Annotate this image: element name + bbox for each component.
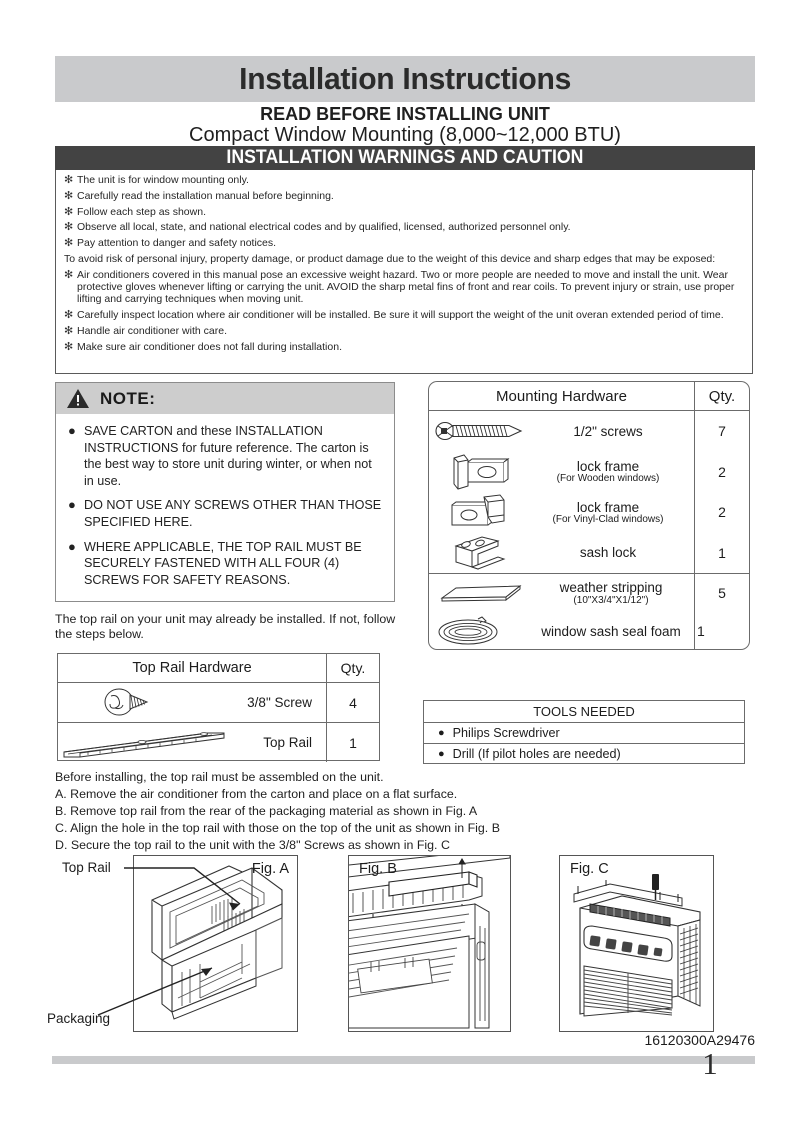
step-item: B. Remove top rail from the rear of the packaging material as shown in Fig. A bbox=[55, 803, 478, 818]
hardware-name: lock frame bbox=[576, 499, 640, 515]
asterisk-icon: ✻ bbox=[64, 189, 74, 202]
note-item-text: WHERE APPLICABLE, THE TOP RAIL MUST BE SECURELY FASTENED WITH ALL FOUR (4) SCREWS FOR SAFETY REASONS. bbox=[84, 539, 362, 587]
table-row bbox=[429, 411, 694, 452]
qty-value: 5 bbox=[718, 585, 726, 601]
screw-head-icon bbox=[58, 683, 198, 722]
hardware-label bbox=[534, 580, 694, 606]
asterisk-icon: ✻ bbox=[64, 174, 74, 186]
figure-b-frame bbox=[348, 855, 511, 1032]
warning-text: Observe all local, state, and national electrical codes and by qualified, licensed, authorized personnel only. bbox=[77, 221, 571, 234]
hardware-qty-column-2 bbox=[695, 574, 749, 650]
mounting-hardware-table bbox=[428, 381, 750, 650]
hardware-section-sealing bbox=[429, 574, 749, 650]
warning-item bbox=[64, 190, 744, 202]
footer-bar bbox=[52, 1056, 755, 1064]
document-number: 16120300A29476 bbox=[644, 1032, 755, 1048]
hardware-name: weather stripping bbox=[559, 580, 663, 595]
figure-a-label: Fig. A bbox=[251, 861, 289, 877]
qty-value: 2 bbox=[718, 504, 726, 521]
tool-name: Philips Screwdriver bbox=[452, 726, 560, 740]
column-header-hardware: Mounting Hardware bbox=[429, 382, 695, 410]
table-header-row bbox=[58, 654, 379, 683]
tool-item bbox=[424, 723, 744, 744]
warning-text: Air conditioners covered in this manual pose an excessive weight hazard. Two or more people are needed to move and install the unit. Wear protective gloves whenever lifting or carrying the unit. AVOID the sharp metal fins of front and rear coils. To prevent injury or strain, use proper lifting and carrying techniques when moving unit. bbox=[77, 268, 735, 306]
warning-text: Follow each step as shown. bbox=[77, 205, 206, 218]
column-header-qty: Qty. bbox=[708, 387, 736, 405]
page-number: 1 bbox=[702, 1046, 718, 1081]
asterisk-icon: ✻ bbox=[64, 324, 74, 337]
note-item-text: DO NOT USE ANY SCREWS OTHER THAN THOSE SPECIFIED HERE. bbox=[84, 498, 382, 529]
asterisk-icon: ✻ bbox=[64, 268, 74, 281]
hardware-label bbox=[534, 624, 694, 639]
subtitle-read-before: READ BEFORE INSTALLING UNIT bbox=[260, 104, 550, 124]
warning-item bbox=[64, 174, 744, 186]
figure-b-label: Fig. B bbox=[359, 861, 397, 877]
lock-frame-vinyl-icon bbox=[429, 492, 534, 533]
qty-value: 1 bbox=[349, 734, 357, 751]
bullet-icon: ● bbox=[68, 423, 76, 438]
tools-needed-table bbox=[423, 700, 745, 764]
hardware-items-column-2 bbox=[429, 574, 695, 650]
warning-text: Pay attention to danger and safety notices. bbox=[77, 237, 277, 250]
tool-item bbox=[424, 744, 744, 764]
sash-seal-foam-icon bbox=[429, 612, 534, 650]
step-item: D. Secure the top rail to the unit with the 3/8" Screws as shown in Fig. C bbox=[55, 838, 450, 853]
hardware-sublabel: (10"X3/4"X1/12") bbox=[573, 595, 649, 606]
hardware-name: window sash seal foam bbox=[541, 623, 681, 639]
table-row bbox=[429, 574, 694, 612]
table-row bbox=[58, 723, 379, 762]
hardware-name: sash lock bbox=[579, 545, 637, 561]
bullet-icon: ● bbox=[438, 727, 445, 739]
step-item: C. Align the hole in the top rail with those on the top of the unit as shown in Fig. B bbox=[55, 821, 500, 835]
figure-c-label: Fig. C bbox=[570, 861, 609, 877]
table-row bbox=[429, 612, 694, 650]
top-rail-paragraph: The top rail on your unit may already be installed. If not, follow the steps below. bbox=[55, 612, 396, 641]
hardware-name: Top Rail bbox=[263, 735, 312, 750]
screw-icon bbox=[429, 411, 534, 452]
bullet-icon: ● bbox=[438, 748, 445, 760]
qty-value: 1 bbox=[697, 623, 705, 639]
hardware-label bbox=[534, 545, 694, 560]
note-body bbox=[56, 414, 394, 588]
figure-c-illustration bbox=[560, 856, 713, 1031]
asterisk-icon: ✻ bbox=[64, 340, 74, 353]
asterisk-icon: ✻ bbox=[64, 221, 74, 234]
sash-lock-icon bbox=[429, 533, 534, 574]
note-box bbox=[55, 382, 395, 602]
hardware-qty-column bbox=[695, 411, 749, 573]
warning-item bbox=[64, 237, 744, 249]
column-header-qty: Qty. bbox=[340, 660, 366, 676]
note-label: NOTE: bbox=[100, 388, 156, 408]
callout-packaging-label: Packaging bbox=[47, 1011, 111, 1026]
table-header-row bbox=[429, 382, 749, 411]
asterisk-icon: ✻ bbox=[64, 309, 74, 322]
warning-item bbox=[64, 325, 744, 337]
asterisk-icon: ✻ bbox=[64, 205, 74, 218]
tool-name: Drill (If pilot holes are needed) bbox=[452, 747, 621, 761]
hardware-sublabel: (For Wooden windows) bbox=[556, 473, 660, 485]
row-content bbox=[58, 683, 327, 722]
bullet-icon: ● bbox=[68, 497, 76, 513]
asterisk-icon: ✻ bbox=[64, 237, 74, 250]
table-row bbox=[58, 683, 379, 723]
warning-text: Carefully read the installation manual before beginning. bbox=[77, 189, 334, 202]
warnings-box bbox=[55, 170, 753, 374]
table-row bbox=[429, 452, 694, 493]
hardware-label bbox=[534, 424, 694, 439]
warning-item bbox=[64, 309, 744, 321]
figure-c-frame bbox=[559, 855, 714, 1032]
warnings-section-title: INSTALLATION WARNINGS AND CAUTION bbox=[226, 147, 584, 168]
hardware-name: 1/2" screws bbox=[573, 423, 643, 439]
bullet-icon: ● bbox=[68, 538, 76, 554]
qty-value: 4 bbox=[349, 694, 357, 711]
hardware-name: lock frame bbox=[576, 459, 640, 475]
note-header bbox=[56, 383, 394, 414]
lock-frame-wooden-icon bbox=[429, 452, 534, 493]
warnings-section-bar bbox=[55, 146, 755, 170]
note-item-text: SAVE CARTON and these INSTALLATION INSTRUCTIONS for future reference. The carton is the best way to store unit during winter, or when not in use. bbox=[84, 424, 372, 488]
warning-text: Handle air conditioner with care. bbox=[77, 324, 227, 337]
weather-stripping-icon bbox=[429, 574, 534, 612]
subtitle-model-range: Compact Window Mounting (8,000~12,000 BTU) bbox=[189, 124, 621, 146]
hardware-label bbox=[534, 500, 694, 525]
table-row bbox=[429, 533, 694, 574]
hardware-items-column bbox=[429, 411, 695, 573]
tools-needed-header: TOOLS NEEDED bbox=[424, 701, 744, 723]
callout-top-rail-label: Top Rail bbox=[62, 860, 111, 875]
step-item: A. Remove the air conditioner from the carton and place on a flat surface. bbox=[55, 786, 458, 801]
warning-paragraph: To avoid risk of personal injury, property damage, or product damage due to the weight of this device and sharp edges that may be exposed: bbox=[64, 252, 716, 265]
qty-value: 7 bbox=[718, 423, 726, 440]
row-content bbox=[58, 723, 327, 762]
steps-intro: Before installing, the top rail must be assembled on the unit. bbox=[55, 770, 384, 784]
warning-item bbox=[64, 269, 744, 306]
qty-value: 2 bbox=[718, 463, 726, 480]
figure-b-illustration bbox=[349, 856, 510, 1031]
table-row bbox=[429, 492, 694, 533]
warning-item bbox=[64, 341, 744, 353]
hardware-label bbox=[534, 459, 694, 484]
page-title-bar bbox=[55, 56, 755, 102]
warning-triangle-icon bbox=[66, 388, 90, 409]
note-item bbox=[68, 539, 384, 589]
column-header-label: Top Rail Hardware bbox=[132, 660, 252, 676]
warning-text: The unit is for window mounting only. bbox=[77, 174, 249, 186]
figure-a-callout-lines bbox=[44, 856, 304, 1034]
hardware-sublabel: (For Vinyl-Clad windows) bbox=[552, 513, 664, 525]
hardware-section-main bbox=[429, 411, 749, 574]
qty-value: 1 bbox=[718, 544, 726, 561]
warning-item bbox=[64, 206, 744, 218]
column-header-top-rail-hardware bbox=[58, 654, 327, 682]
warning-text: Carefully inspect location where air conditioner will be installed. Be sure it will support the weight of the unit overan extended period of time. bbox=[77, 309, 724, 322]
note-item bbox=[68, 423, 384, 489]
assembly-steps bbox=[55, 770, 615, 854]
page-title: Installation Instructions bbox=[239, 61, 571, 96]
hardware-name: 3/8" Screw bbox=[247, 695, 312, 710]
warning-item bbox=[64, 221, 744, 233]
top-rail-icon bbox=[58, 723, 230, 762]
note-item bbox=[68, 497, 384, 530]
top-rail-hardware-table bbox=[57, 653, 380, 761]
warning-text: Make sure air conditioner does not fall during installation. bbox=[77, 340, 342, 353]
